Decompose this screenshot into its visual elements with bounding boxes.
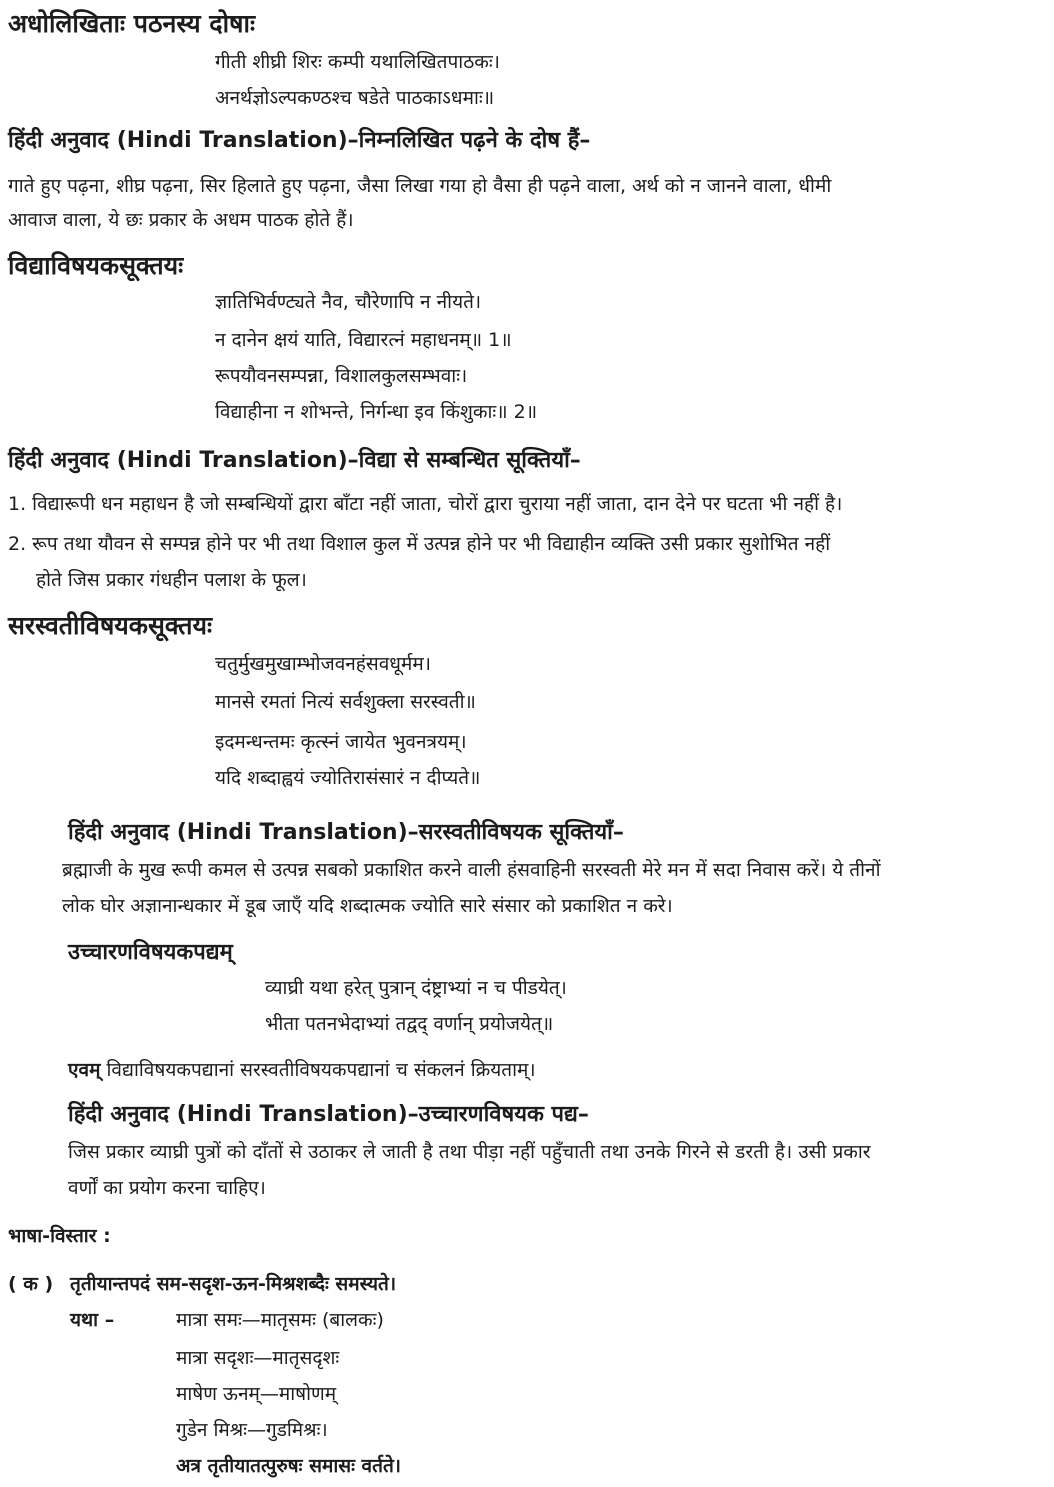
- example-line: मात्रा सदृशः—मातृसदृशः: [176, 1347, 340, 1369]
- instruction-text: विद्याविषयकपद्यानां सरस्वतीविषयकपद्यानां च संकलनं क्रियताम्।: [106, 1059, 536, 1081]
- section-heading-bhasha-vistar: भाषा-विस्तार :: [8, 1225, 111, 1247]
- translation-line: 1. विद्यारूपी धन महाधन है जो सम्बन्धियों द्वारा बाँटा नहीं जाता, चोरों द्वारा चुराया नहीं जाता, दान देने पर घटता भी नहीं है।: [8, 493, 843, 515]
- rule-text: तृतीयान्तपदं सम-सदृश-ऊन-मिश्रशब्दैः समस्यते।: [70, 1273, 397, 1295]
- section-heading-pronunciation: उच्चारणविषयकपद्यम्: [68, 940, 233, 965]
- translation-line: गाते हुए पढ़ना, शीघ्र पढ़ना, सिर हिलाते हुए पढ़ना, जैसा लिखा गया हो वैसा ही पढ़ने वाला, अर्थ को न जानने वाला, धीमी: [8, 175, 832, 197]
- translation-heading: हिंदी अनुवाद (Hindi Translation)–सरस्वतीविषयक सूक्तियाँ–: [68, 820, 624, 845]
- verse-line: विद्याहीना न शोभन्ते, निर्गन्धा इव किंशुकाः॥ 2॥: [215, 401, 538, 423]
- translation-heading: हिंदी अनुवाद (Hindi Translation)–विद्या से सम्बन्धित सूक्तियाँ–: [8, 448, 581, 473]
- example-line: मात्रा समः—मातृसमः (बालकः): [176, 1309, 384, 1331]
- instruction-lead: एवम्: [68, 1059, 101, 1081]
- translation-line: आवाज वाला, ये छः प्रकार के अधम पाठक होते हैं।: [8, 209, 354, 231]
- section-heading-reading-faults: अधोलिखिताः पठनस्य दोषाः: [8, 9, 256, 38]
- verse-line: रूपयौवनसम्पन्ना, विशालकुलसम्भवाः।: [215, 365, 468, 387]
- verse-line: इदमन्धन्तमः कृत्स्नं जायेत भुवनत्रयम्।: [215, 731, 467, 753]
- example-line: गुडेन मिश्रः—गुडमिश्रः।: [176, 1419, 328, 1441]
- translation-line: वर्णों का प्रयोग करना चाहिए।: [68, 1177, 266, 1199]
- verse-line: यदि शब्दाह्वयं ज्योतिरासंसारं न दीप्यते॥: [215, 767, 481, 789]
- conclusion-line: अत्र तृतीयातत्पुरुषः समासः वर्तते।: [176, 1455, 401, 1477]
- verse-line: गीती शीघ्री शिरः कम्पी यथालिखितपाठकः।: [215, 51, 500, 73]
- verse-line: अनर्थज्ञोऽल्पकण्ठश्च षडेते पाठकाऽधमाः॥: [215, 87, 495, 109]
- translation-line: होते जिस प्रकार गंधहीन पलाश के फूल।: [36, 569, 307, 591]
- instruction-line: [68, 1060, 536, 1082]
- translation-line: ब्रह्माजी के मुख रूपी कमल से उत्पन्न सबको प्रकाशित करने वाली हंसवाहिनी सरस्वती मेरे मन में सदा निवास करें। ये तीनों: [62, 859, 881, 881]
- translation-heading: हिंदी अनुवाद (Hindi Translation)–उच्चारणविषयक पद्य–: [68, 1102, 589, 1127]
- translation-line: 2. रूप तथा यौवन से सम्पन्न होने पर भी तथा विशाल कुल में उत्पन्न होने पर भी विद्याहीन व्यक्ति उसी प्रकार सुशोभित नहीं: [8, 533, 831, 555]
- verse-line: व्याघ्री यथा हरेत् पुत्रान् दंष्ट्राभ्यां न च पीडयेत्।: [265, 977, 567, 999]
- verse-line: मानसे रमतां नित्यं सर्वशुक्ला सरस्वती॥: [215, 691, 476, 713]
- verse-line: न दानेन क्षयं याति, विद्यारत्नं महाधनम्॥ 1॥: [215, 329, 512, 351]
- translation-line: जिस प्रकार व्याघ्री पुत्रों को दाँतों से उठाकर ले जाती है तथा पीड़ा नहीं पहुँचाती तथा उनके गिरने से डरती है। उसी प्रकार: [68, 1141, 871, 1163]
- section-heading-vidya: विद्याविषयकसूक्तयः: [8, 251, 184, 280]
- rule-label: ( क ): [8, 1273, 54, 1295]
- example-label: यथा –: [70, 1309, 115, 1331]
- section-heading-saraswati: सरस्वतीविषयकसूक्तयः: [8, 611, 213, 640]
- verse-line: भीता पतनभेदाभ्यां तद्वद् वर्णान् प्रयोजयेत्॥: [265, 1013, 554, 1035]
- translation-line: लोक घोर अज्ञानान्धकार में डूब जाएँ यदि शब्दात्मक ज्योति सारे संसार को प्रकाशित न करे।: [62, 895, 673, 917]
- verse-line: चतुर्मुखमुखाम्भोजवनहंसवधूर्मम।: [215, 653, 431, 675]
- verse-line: ज्ञातिभिर्वण्ट्यते नैव, चौरेणापि न नीयते।: [215, 291, 482, 313]
- translation-heading: हिंदी अनुवाद (Hindi Translation)–निम्नलिखित पढ़ने के दोष हैं–: [8, 128, 591, 153]
- example-line: माषेण ऊनम्—माषोणम्: [176, 1383, 337, 1405]
